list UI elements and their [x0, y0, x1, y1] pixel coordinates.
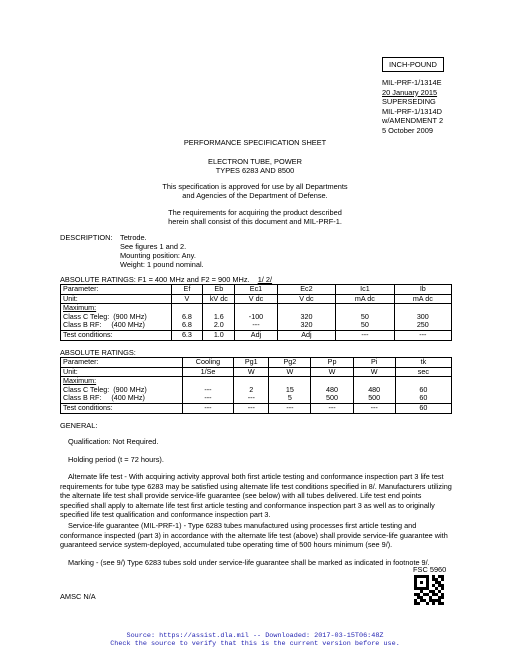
table-cell: Unit:: [61, 367, 183, 377]
table-header-row: [61, 285, 452, 295]
table-cell: W: [311, 367, 353, 377]
sheet-title: PERFORMANCE SPECIFICATION SHEET: [183, 138, 327, 147]
value: 480: [368, 384, 381, 394]
table-cell: [171, 304, 203, 331]
value: 2: [249, 384, 254, 394]
table-row: [61, 304, 452, 331]
row-label: Class B RF: (400 MHz): [63, 393, 145, 403]
inch-pound-box: INCH-POUND: [382, 57, 444, 72]
table-cell: [311, 377, 353, 404]
value: 50: [360, 311, 369, 321]
table-unit-row: [61, 294, 452, 304]
table-cell: Ec1: [235, 285, 278, 295]
table-cell: [395, 377, 451, 404]
value: 60: [419, 393, 428, 403]
value: 5: [287, 393, 292, 403]
value: 6.8: [181, 311, 192, 321]
requirements-line-1: The requirements for acquiring the product described: [168, 208, 342, 217]
table-cell: ---: [336, 330, 394, 340]
holding-period-text: Holding period (t = 72 hours).: [68, 455, 164, 464]
alternate-life-test-paragraph: Alternate life test - With acquiring activity approval both first article testing and conformance inspection part 3 life test requirements for tube type 6283 may be satisfied using alternate life test conditions specified in 8/. Manufacturers utilizing the alternate life test shall provide service-life guarantee (see below) with all tubes delivered. Life test end points specified shall apply to alternate life test first article testing and conformance inspection part 3 as well as to originally specified life test qualification and conformance inspection part 3.: [60, 472, 452, 519]
value: 6.8: [181, 320, 192, 330]
description-line: Tetrode.: [120, 233, 147, 242]
value: ---: [247, 393, 255, 403]
row-label: Class B RF: (400 MHz): [63, 320, 145, 330]
table-cell: 1/Se: [182, 367, 234, 377]
table-cell: ---: [269, 403, 311, 413]
ratings2-heading: ABSOLUTE RATINGS:: [60, 348, 136, 357]
document-header: [382, 78, 443, 136]
ratings1-heading-text: ABSOLUTE RATINGS: F1 = 400 MHz and F2 = 900 MHz.: [60, 275, 250, 284]
previous-document-id: MIL-PRF-1/1314D: [382, 106, 442, 116]
value: 50: [360, 320, 369, 330]
value: ---: [252, 320, 260, 330]
description-line: Weight: 1 pound nominal.: [120, 260, 204, 269]
value: 320: [300, 311, 313, 321]
table-cell: [269, 377, 311, 404]
table-cell: Pp: [311, 358, 353, 368]
value: ---: [204, 384, 212, 394]
table-cell: ---: [311, 403, 353, 413]
marking-paragraph: Marking - (see 9/) Type 6283 tubes sold under service-life guarantee shall be marked as indicated in footnote 9/.: [68, 558, 430, 567]
source-line: Source: https://assist.dla.mil -- Downloaded: 2017-03-15T06:48Z: [126, 632, 384, 640]
table-cell: Pi: [353, 358, 395, 368]
table-unit-row: [61, 367, 452, 377]
value: 1.6: [213, 311, 224, 321]
ratings2-table: [60, 357, 452, 414]
table-cell: Adj: [277, 330, 335, 340]
table-cell: Pg1: [234, 358, 269, 368]
table-cell: 1.0: [203, 330, 235, 340]
table-cell: Parameter:: [61, 285, 172, 295]
table-cell: V dc: [235, 294, 278, 304]
table-cell: ---: [394, 330, 451, 340]
requirements-line-2: herein shall consist of this document and MIL-PRF-1.: [168, 217, 342, 226]
table-cell: Test conditions:: [61, 403, 183, 413]
table-cell: [61, 377, 183, 404]
table-cell: mA dc: [336, 294, 394, 304]
table-cell: ---: [353, 403, 395, 413]
table-cell: [235, 304, 278, 331]
table-header-row: [61, 358, 452, 368]
amsc-label: AMSC N/A: [60, 592, 96, 601]
ratings1-table: [60, 284, 452, 341]
value: 60: [419, 384, 428, 394]
document-date: 20 January 2015: [382, 87, 438, 97]
table-cell: W: [234, 367, 269, 377]
table-cell: Ib: [394, 285, 451, 295]
previous-date: 5 October 2009: [382, 125, 433, 135]
value: 250: [416, 320, 429, 330]
table-cell: ---: [234, 403, 269, 413]
table-cell: V: [171, 294, 203, 304]
value: 300: [416, 311, 429, 321]
table-cell: W: [269, 367, 311, 377]
table-cell: [203, 304, 235, 331]
value: -100: [248, 311, 264, 321]
table-cell: Test conditions:: [61, 330, 172, 340]
table-cell: [353, 377, 395, 404]
table-cell: Adj: [235, 330, 278, 340]
description-line: See figures 1 and 2.: [120, 242, 187, 251]
approval-line-2: and Agencies of the Department of Defense.: [182, 191, 328, 200]
amendment-label: w/AMENDMENT 2: [382, 116, 444, 126]
table-cell: sec: [395, 367, 451, 377]
table-cell: [182, 377, 234, 404]
table-cell: Ec2: [277, 285, 335, 295]
product-types: TYPES 6283 AND 8500: [215, 166, 295, 175]
table-cell: Parameter:: [61, 358, 183, 368]
row-label: Class C Teleg: (900 MHz): [63, 384, 147, 394]
table-cell: W: [353, 367, 395, 377]
table-cell: Eb: [203, 285, 235, 295]
description-label: DESCRIPTION:: [60, 233, 113, 242]
approval-line-1: This specification is approved for use by all Departments: [162, 182, 348, 191]
table-test-row: [61, 330, 452, 340]
table-cell: Cooling: [182, 358, 234, 368]
row-label: Class C Teleg: (900 MHz): [63, 311, 147, 321]
description-line: Mounting position: Any.: [120, 251, 196, 260]
table-cell: Pg2: [269, 358, 311, 368]
table-cell: ---: [182, 403, 234, 413]
service-life-guarantee-paragraph: Service-life guarantee (MIL-PRF-1) - Type 6283 tubes manufactured using processes first article testing and conformance inspected (part 3) in accordance with the alternate life test (above) shall provide service-life guarantee with guaranteed service system-deployed, accumulated tube operating time of 500 hours minimum (see 9/).: [60, 521, 448, 549]
qr-code-icon: [414, 575, 444, 605]
maximum-label: Maximum:: [63, 303, 97, 313]
table-cell: Ic1: [336, 285, 394, 295]
table-cell: [234, 377, 269, 404]
table-cell: 6.3: [171, 330, 203, 340]
fsc-label: FSC 5960: [413, 565, 447, 574]
table-row: [61, 377, 452, 404]
table-cell: mA dc: [394, 294, 451, 304]
table-test-row: [61, 403, 452, 413]
table-cell: [336, 304, 394, 331]
ratings1-footnotes: 1/ 2/: [257, 275, 273, 284]
maximum-label: Maximum:: [63, 376, 97, 386]
verify-line: Check the source to verify that this is the current version before use.: [110, 640, 400, 648]
table-cell: tk: [395, 358, 451, 368]
value: 320: [300, 320, 313, 330]
table-cell: V dc: [277, 294, 335, 304]
table-cell: 60: [395, 403, 451, 413]
qualification-text: Qualification: Not Required.: [68, 437, 159, 446]
document-id: MIL-PRF-1/1314E: [382, 78, 442, 87]
value: 500: [326, 393, 339, 403]
value: 500: [368, 393, 381, 403]
table-cell: Ef: [171, 285, 203, 295]
value: 2.0: [213, 320, 224, 330]
value: ---: [204, 393, 212, 403]
table-cell: [277, 304, 335, 331]
table-cell: kV dc: [203, 294, 235, 304]
value: 480: [326, 384, 339, 394]
table-cell: [61, 304, 172, 331]
superseding-label: SUPERSEDING: [382, 97, 436, 107]
general-heading: GENERAL:: [60, 421, 98, 430]
table-cell: [394, 304, 451, 331]
product-title: ELECTRON TUBE, POWER: [208, 157, 302, 166]
table-cell: Unit:: [61, 294, 172, 304]
value: 15: [285, 384, 294, 394]
